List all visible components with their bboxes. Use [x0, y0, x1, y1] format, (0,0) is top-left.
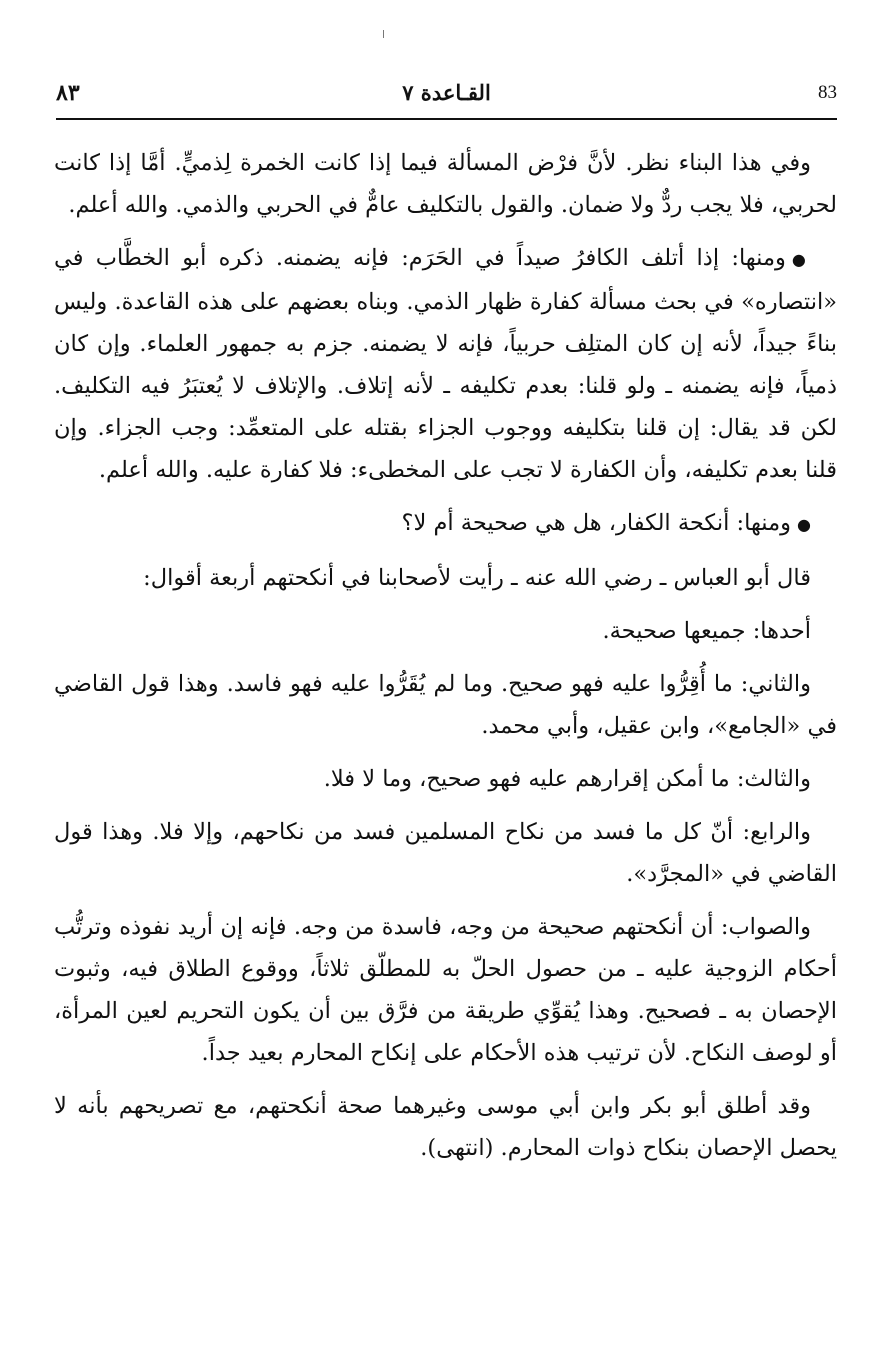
paragraph: [54, 758, 837, 800]
paragraph-text: ومنها: إذا أتلف الكافرُ صيداً في الحَرَم: فإنه يضمنه. ذكره أبو الخطَّاب في «انتصاره» في بحث مسألة كفارة ظهار الذمي. وبناه بعضهم على هذه القاعدة. وليس بناءً جيداً، لأنه إن كان المتلِف حربياً، فإنه لا يضمنه. جزم به جمهور العلماء. وإن كان ذمياً، فإنه يضمنه ـ ولو قلنا: بعدم تكليفه ـ لأنه إتلاف. والإتلاف لا يُعتبَرُ فيه التكليف. لكن قد يقال: إن قلنا بتكليفه ووجوب الجزاء بقتله على المتعمِّد: وجب الجزاء. وإن قلنا بعدم تكليفه، وأن الكفارة لا تجب على المخطىء: فلا كفارة عليه. والله أعلم.: [54, 245, 837, 483]
paragraph-text: وفي هذا البناء نظر. لأنَّ فرْض المسألة فيما إذا كانت الخمرة لِذميٍّ. أمَّا إذا كانت لحربي، فلا يجب ردٌّ ولا ضمان. والقول بالتكليف عامٌّ في الحربي والذمي. والله أعلم.: [54, 150, 837, 218]
paragraph-text: ومنها: أنكحة الكفار، هل هي صحيحة أم لا؟: [401, 510, 792, 536]
paragraph: [54, 663, 837, 747]
paragraph-text: والثاني: ما أُقِرُّوا عليه فهو صحيح. وما لم يُقَرُّوا عليه فهو فاسد. وهذا قول القاضي في «الجامع»، وابن عقيل، وأبي محمد.: [54, 671, 837, 739]
page-header: [56, 80, 837, 120]
paragraph: [54, 237, 837, 491]
paragraph-text: وقد أطلق أبو بكر وابن أبي موسى وغيرهما صحة أنكحتهم، مع تصريحهم بأنه لا يحصل الإحصان بنكاح ذوات المحارم. (انتهى).: [54, 1093, 837, 1161]
bullet-icon: ●: [797, 515, 811, 534]
paragraph: [54, 811, 837, 895]
paragraph: [54, 557, 837, 599]
bullet-icon: ●: [791, 250, 811, 269]
paragraph: [54, 502, 837, 546]
page-number-arabic: ٨٣: [56, 80, 80, 106]
paragraph-text: أحدها: جميعها صحيحة.: [602, 618, 811, 644]
paragraph: [54, 1085, 837, 1169]
paragraph-text: والصواب: أن أنكحتهم صحيحة من وجه، فاسدة من وجه. فإنه إن أريد نفوذه وترتُّب أحكام الزوجية عليه ـ من حصول الحلّ به للمطلّق ثلاثاً، ووقوع الطلاق فيه، وثبوت الإحصان به ـ فصحيح. وهذا يُقوِّي طريقة من فرَّق بين أن يكون التحريم لعين المرأة، أو لوصف النكاح. لأن ترتيب هذه الأحكام على إنكاح المحارم بعيد جداً.: [54, 914, 837, 1066]
paragraph: [54, 610, 837, 652]
paragraph: [54, 906, 837, 1074]
running-title: القـاعدة ٧: [402, 80, 491, 105]
paragraph-text: والرابع: أنّ كل ما فسد من نكاح المسلمين فسد من نكاحهم، وإلا فلا. وهذا قول القاضي في «المجرَّد».: [54, 819, 837, 887]
scan-mark: [383, 30, 384, 38]
page-number-latin: 83: [818, 82, 837, 103]
paragraph-text: قال أبو العباس ـ رضي الله عنه ـ رأيت لأصحابنا في أنكحتهم أربعة أقوال:: [143, 565, 811, 591]
paragraph: [54, 142, 837, 226]
page-body: [54, 142, 837, 1180]
paragraph-text: والثالث: ما أمكن إقرارهم عليه فهو صحيح، وما لا فلا.: [323, 766, 811, 792]
